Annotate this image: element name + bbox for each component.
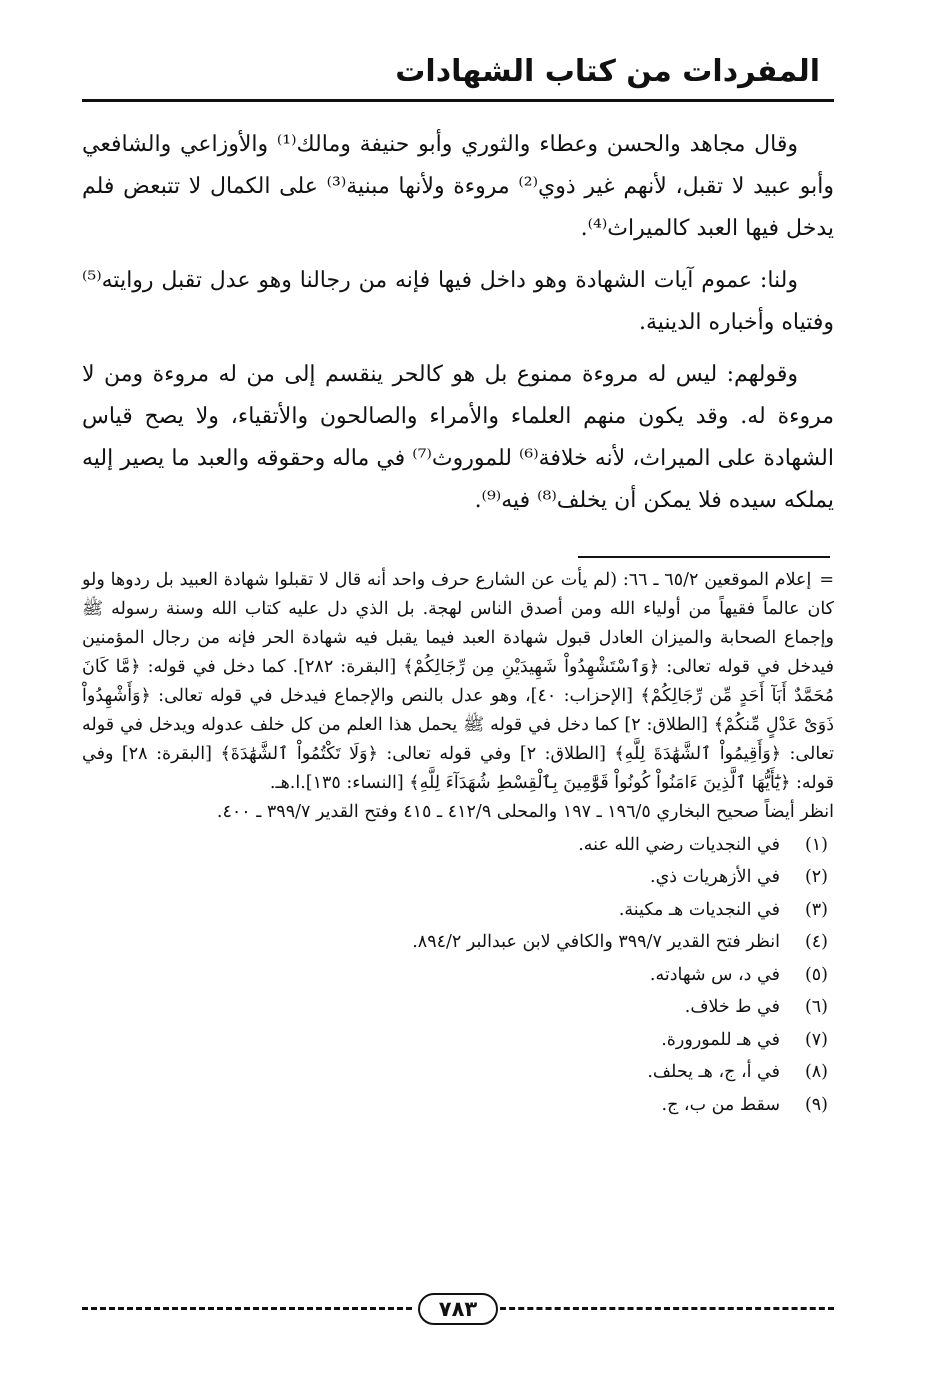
paragraph-3: وقولهم: ليس له مروءة ممنوع بل هو كالحر ينقسم إلى من له مروءة ومن لا مروءة له. وقد يكون منهم العلماء والأمراء والصالحون والأتقياء، ولا يصح قياس الشهادة على الميراث، لأنه خلافة⁽⁶⁾ للموروث⁽⁷⁾ في ماله وحقوقه والعبد ما يصير إليه يملكه سيده فلا يمكن أن يخلف⁽⁸⁾ فيه⁽⁹⁾. [82,362,834,513]
continuation-mark: = [819,570,834,590]
page-footer [82,1292,834,1324]
footnote [82,961,834,990]
footnote-text: في النجديات هـ مكينة. [618,899,780,920]
footnote-number: (٦) [804,997,828,1017]
footnote [82,896,834,925]
paragraph-1: وقال مجاهد والحسن وعطاء والثوري وأبو حنيفة ومالك⁽¹⁾ والأوزاعي والشافعي وأبو عبيد لا تقبل، لأنهم غير ذوي⁽²⁾ مروءة ولأنها مبنية⁽³⁾ على الكمال لا تتبعض فلم يدخل فيها العبد كالميراث⁽⁴⁾. [82,132,834,241]
running-title: المفردات من كتاب الشهادات [395,54,820,89]
footnote [82,993,834,1022]
continuation-text: إعلام الموقعين ٦٥/٢ ـ ٦٦: (لم يأت عن الشارع حرف واحد أنه قال لا تقبلوا شهادة العبيد بل ردوها ولو كان عالماً فقيهاً من أولياء الله ومن أصدق الناس لهجة. بل الذي دل عليه كتاب الله وسنة رسوله ﷺ وإجماع الصحابة والميزان العادل قبول شهادة العبد فيما يقبل فيه شهادة الحر فإنه من رجال المؤمنين فيدخل في قوله تعالى: ﴿وَٱسْتَشْهِدُواْ شَهِيدَيْنِ مِن رِّجَالِكُمْ﴾ [البقرة: ٢٨٢]. كما دخل في قوله: ﴿مَّا كَانَ مُحَمَّدٌ أَبَآ أَحَدٍ مِّن رِّجَالِكُمْ﴾ [الإحزاب: ٤٠]، وهو عدل بالنص والإجماع فيدخل في قوله تعالى: ﴿وَأَشْهِدُواْ ذَوَىْ عَدْلٍ مِّنكُمْ﴾ [الطلاق: ٢] كما دخل في قوله ﷺ يحمل هذا العلم من كل خلف عدوله ويدخل في قوله تعالى: ﴿وَأَقِيمُواْ ٱلشَّهَٰدَةَ لِلَّهِ﴾ [الطلاق: ٢] وفي قوله تعالى: ﴿وَلَا تَكْتُمُواْ ٱلشَّهَٰدَةَ﴾ [البقرة: ٢٨] وفي قوله: ﴿يَٰٓأَيُّهَا ٱلَّذِينَ ءَامَنُواْ كُونُواْ قَوَّٰمِينَ بِٱلْقِسْطِ شُهَدَآءَ لِلَّهِ﴾ [النساء: ١٣٥].ا.هـ. [82,570,834,793]
footnote-number: (٤) [804,932,828,952]
footnote-number: (٣) [804,899,828,920]
footer-dashed-rule-right [500,1307,834,1310]
footnote [82,831,834,860]
footnote-list [82,831,834,1120]
page-number-badge [418,1293,498,1325]
paragraph-2: ولنا: عموم آيات الشهادة وهو داخل فيها فإنه من رجالنا وهو عدل تقبل روايته⁽⁵⁾ وفتياه وأخباره الدينية. [82,268,834,335]
footnote-number: (١) [804,834,828,855]
footnote-number: (٩) [804,1094,828,1115]
footnote [82,1058,834,1087]
footnote-text: انظر فتح القدير ٣٩٩/٧ والكافي لابن عبدالبر ٨٩٤/٢. [412,932,780,952]
footnote-text: في هـ للمورورة. [661,1029,780,1050]
footnote [82,1026,834,1055]
footnote-text: في النجديات رضي الله عنه. [578,834,780,855]
footnote-number: (٢) [804,867,828,887]
footnote [82,928,834,957]
footnote-number: (٨) [804,1062,828,1082]
footnote-text: في د، س شهادته. [649,964,780,985]
footnote-text: في ط خلاف. [684,997,780,1017]
footnote-number: (٥) [804,964,828,985]
footnote-number: (٧) [804,1029,828,1050]
header-rule [82,99,834,102]
main-text [82,124,834,532]
footnote [82,863,834,892]
see-also-note: انظر أيضاً صحيح البخاري ١٩٦/٥ ـ ١٩٧ والمحلى ٤١٢/٩ ـ ٤١٥ وفتح القدير ٣٩٩/٧ ـ ٤٠٠. [216,802,834,822]
footnote-text: سقط من ب، ج. [661,1094,780,1115]
footnote-text: في الأزهريات ذي. [650,867,780,887]
footnotes-section [82,566,834,1120]
footnote-text: في أ، ج، هـ يحلف. [647,1062,780,1082]
footnote-continuation [82,566,834,798]
footer-dashed-rule-left [82,1307,412,1310]
page-header [82,52,834,102]
footnote [82,1091,834,1120]
page-number: ٧٨٣ [438,1297,478,1321]
footnote-separator [578,556,830,558]
